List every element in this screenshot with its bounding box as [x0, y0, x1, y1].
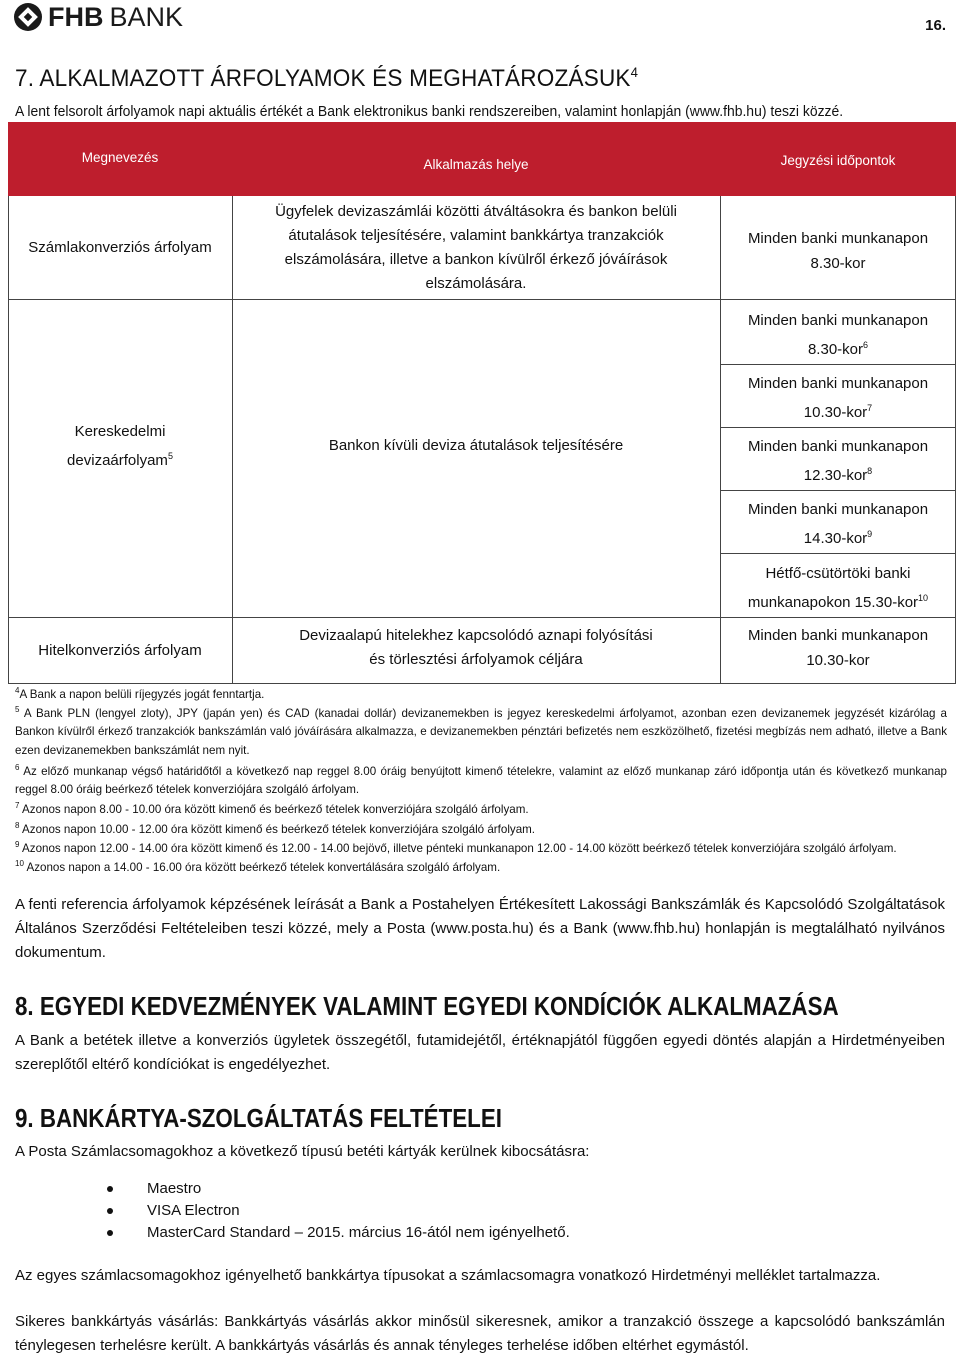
section-7-intro: A lent felsorolt árfolyamok napi aktuális értékét a Bank elektronikus banki rendszereiben, valamint honlapján (www.fhb.hu) teszi közzé.: [15, 104, 844, 120]
section-7-title: 7. ALKALMAZOTT ÁRFOLYAMOK ÉS MEGHATÁROZÁSUK$^4$: [15, 64, 639, 92]
row3-time: Minden banki munkanapon 10.30-kor: [747, 627, 929, 669]
header-megnevezes: Megnevezés: [8, 122, 232, 196]
table-border: [720, 427, 956, 428]
section-9-para-1: Az egyes számlacsomagokhoz igényelhető bankkártya típusokat a számlacsomagra vonatkozó Hirdetményi melléklet tartalmazza.: [15, 1267, 881, 1284]
footnote-7: $^7$ Azonos napon 8.00 - 10.00 óra között kimenő és beérkező tételek konverziójára szolgáló árfolyam.: [15, 801, 529, 816]
reference-paragraph: A fenti referencia árfolyamok képzésének leírását a Bank a Postahelyen Értékesített Lakossági Bankszámlák és Kapcsolódó Szolgáltatások Általános Szerződési Feltételeiben teszi közzé, mely a Posta (www.posta.hu) és a Bank (www.fhb.hu) honlapján is megtalálható nyilvános dokumentum.: [15, 896, 945, 961]
header-jegyzesi-idopontok: Jegyzési időpontok: [720, 122, 956, 196]
row1-time: Minden banki munkanapon 8.30-kor: [747, 230, 929, 272]
logo-fhb-text: FHB: [48, 1, 104, 32]
section-9-para-2: Sikeres bankkártyás vásárlás: Bankkártyás vásárlás akkor minősül sikeresnek, amikor a tranzakció összege a kapcsolódó bankszámlán ténylegesen terhelésre került. A bankkártyás vásárlás és annak tényleges terhelése időben eltérhet egymástól.: [15, 1313, 945, 1354]
fhb-logo-icon: [14, 3, 42, 31]
header-alkalmazas-helye: Alkalmazás helye: [232, 122, 720, 196]
footnote-9: $^9$ Azonos napon 12.00 - 14.00 óra között kimenő és 12.00 - 14.00 bejövő, illetve pénteki munkanapon 12.00 - 14.00 között beérkező tételek konverziójára szolgáló árfolyam.: [15, 840, 897, 855]
section-7-footnote-ref: 4: [630, 64, 639, 80]
section-9-title: 9. BANKÁRTYA-SZOLGÁLTATÁS FELTÉTELEI: [15, 1103, 502, 1133]
row2-name: Kereskedelmi devizaárfolyam$^5$: [67, 422, 173, 469]
section-8-text: A Bank a betétek illetve a konverziós ügyletek összegétől, futamidejétől, értéknapjától függően egyedi döntés alapján a Hirdetményeiben szereplőtől eltérő kondíciókat is engedélyezhet.: [15, 1032, 945, 1073]
section-8-title: 8. EGYEDI KEDVEZMÉNYEK VALAMINT EGYEDI KONDÍCIÓK ALKALMAZÁSA: [15, 991, 839, 1021]
table-border: [720, 364, 956, 365]
row3-usage: Devizaalapú hitelekhez kapcsolódó aznapi folyósítási és törlesztési árfolyamok céljára: [299, 626, 653, 668]
row1-name: Számlakonverziós árfolyam: [28, 238, 212, 256]
table-border: [720, 553, 956, 554]
list-item: Maestro: [107, 1178, 570, 1200]
table-border: [8, 299, 956, 300]
row2-time-4: Minden banki munkanapon 14.30-kor$^9$: [747, 501, 929, 547]
page-number: 16.: [925, 17, 946, 34]
row2-time-3: Minden banki munkanapon 12.30-kor$^8$: [747, 438, 929, 484]
card-type-list: [107, 1178, 570, 1244]
footnote-10: $^{10}$ Azonos napon a 14.00 - 16.00 óra között beérkező tételek konvertálására szolgáló árfolyam.: [15, 859, 501, 874]
list-item: MasterCard Standard – 2015. március 16-ától nem igényelhető.: [107, 1222, 570, 1244]
list-item: VISA Electron: [107, 1200, 570, 1222]
row2-time-5: Hétfő-csütörtöki banki munkanapokon 15.30-kor$^{10}$: [747, 565, 929, 611]
footnote-6: $^6$ Az előző munkanap végső határidőtől a következő nap reggel 8.00 óráig benyújtott kimenő tételekre, valamint az előző munkanap záró időpontja után és következő munkanap reggel 8.00 óráig beérkező tételek konverziójára szolgáló árfolyam.: [15, 763, 947, 797]
fhb-bank-logo: [14, 2, 183, 32]
exchange-rate-table: [8, 122, 956, 684]
section-9-intro: A Posta Számlacsomagokhoz a következő típusú betéti kártyák kerülnek kibocsátásra:: [15, 1143, 590, 1160]
logo-bank-text: BANK: [109, 1, 184, 32]
footnote-5: $^5$ A Bank PLN (lengyel zloty), JPY (japán yen) és CAD (kanadai dollár) devizanemekben is jegyez kereskedelmi árfolyamot, azonban ezen devizanemek jegyzését kizárólag a Bankon kívülről érkező tranzakciók bankszámlán való jóváírására alkalmazza, e devizanemekben pénztári befizetés nem eszközölhető, fizetési megbízás nem adható, illetve a Bank ezen devizanemekben bankszámlát nem nyit.: [15, 705, 947, 758]
footnote-4: $^4$A Bank a napon belüli ríjegyzés jogát fenntartja.: [15, 686, 265, 701]
row2-time-2: Minden banki munkanapon 10.30-kor$^7$: [747, 375, 929, 421]
row2-time-1: Minden banki munkanapon 8.30-kor$^6$: [747, 312, 929, 358]
row2-usage: Bankon kívüli deviza átutalások teljesítésére: [328, 437, 624, 454]
row3-name: Hitelkonverziós árfolyam: [38, 641, 202, 659]
footnote-8: $^8$ Azonos napon 10.00 - 12.00 óra között kimenő és beérkező tételek konverziójára szolgáló árfolyam.: [15, 821, 536, 836]
table-border: [720, 490, 956, 491]
row1-usage: Ügyfelek devizaszámlái közötti átváltásokra és bankon belüli átutalások teljesítésére, valamint bankkártya tranzakciók elszámolására, illetve a bankon kívülről érkező jóváírások elszámolására.: [275, 202, 677, 292]
